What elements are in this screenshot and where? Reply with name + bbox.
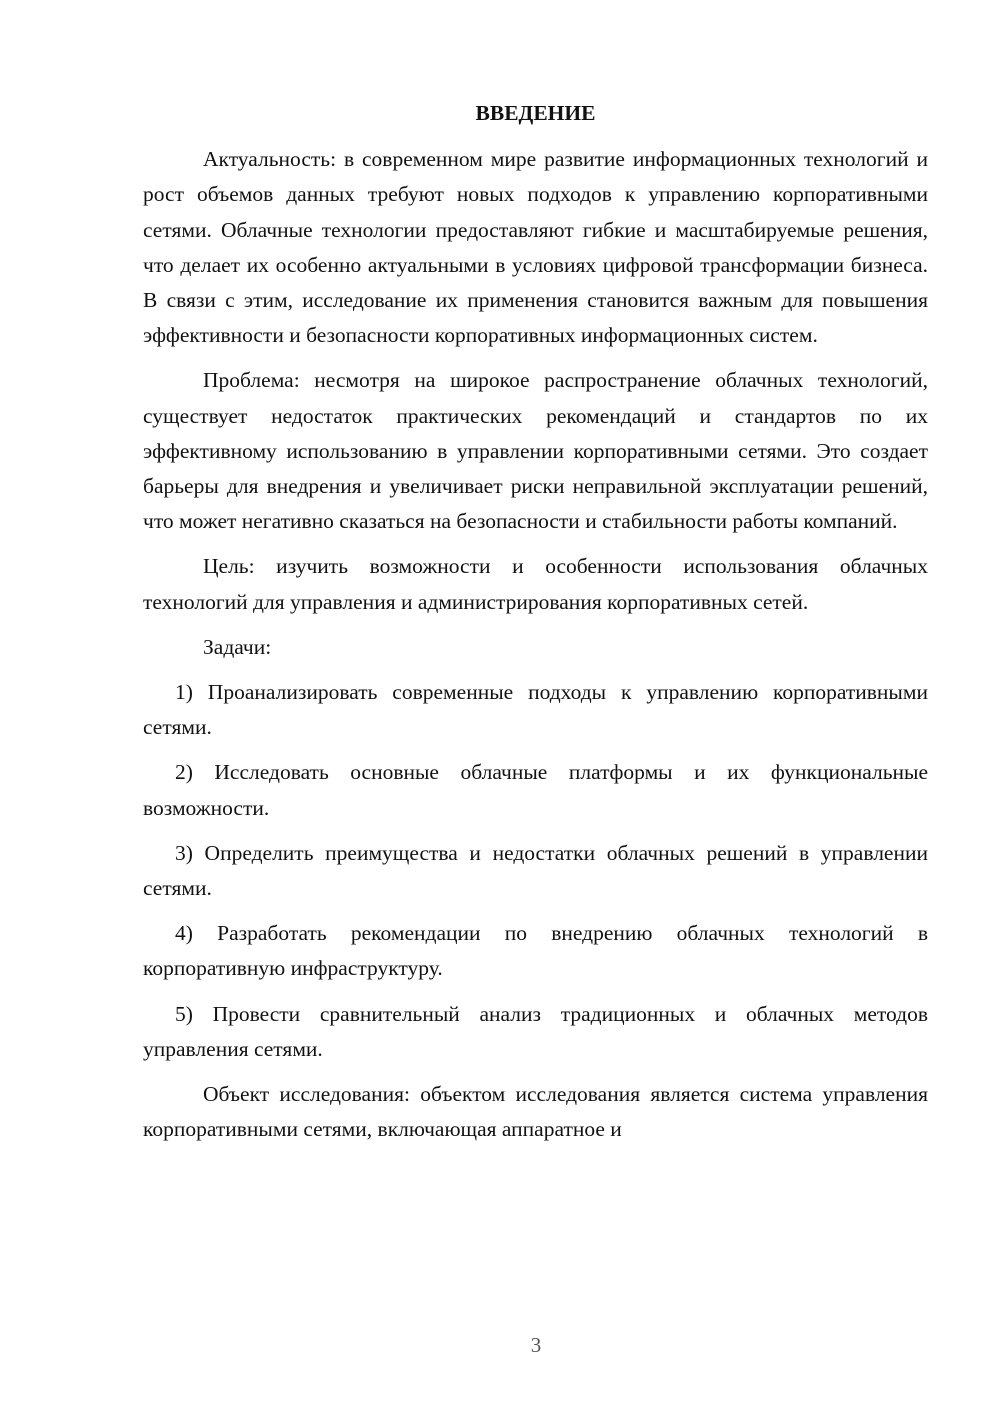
task-item: 3) Определить преимущества и недостатки облачных решений в управлении сетями. bbox=[143, 840, 928, 901]
object-paragraph: Объект исследования: объектом исследования является система управления корпоративными сетями, включающая аппаратное и bbox=[143, 1082, 928, 1142]
page-number: 3 bbox=[530, 1333, 542, 1357]
page-content bbox=[143, 96, 928, 1157]
relevance-paragraph: Актуальность: в современном мире развитие информационных технологий и рост объемов данных требуют новых подходов к управлению корпоративными сетями. Облачные технологии предоставляют гибкие и масштабируемые решения, что делает их особенно актуальными в условиях цифровой трансформации бизнеса. В связи с этим, исследование их применения становится важным для повышения эффективности и безопасности корпоративных информационных систем. bbox=[143, 147, 928, 348]
page-title: ВВЕДЕНИЕ bbox=[475, 101, 596, 125]
task-item: 2) Исследовать основные облачные платформы и их функциональные возможности. bbox=[143, 760, 928, 820]
task-item: 5) Провести сравнительный анализ традиционных и облачных методов управления сетями. bbox=[143, 1001, 928, 1061]
task-item: 1) Проанализировать современные подходы к управлению корпоративными сетями. bbox=[143, 680, 928, 740]
goal-paragraph: Цель: изучить возможности и особенности использования облачных технологий для управления и администрирования корпоративных сетей. bbox=[143, 554, 928, 614]
tasks-heading: Задачи: bbox=[203, 634, 272, 659]
task-item: 4) Разработать рекомендации по внедрению облачных технологий в корпоративную инфраструктуру. bbox=[143, 921, 928, 981]
problem-paragraph: Проблема: несмотря на широкое распространение облачных технологий, существует недостаток практических рекомендаций и стандартов по их эффективному использованию в управлении корпоративными сетями. Это создает барьеры для внедрения и увеличивает риски неправильной эксплуатации решений, что может негативно сказаться на безопасности и стабильности работы компаний. bbox=[143, 368, 928, 534]
